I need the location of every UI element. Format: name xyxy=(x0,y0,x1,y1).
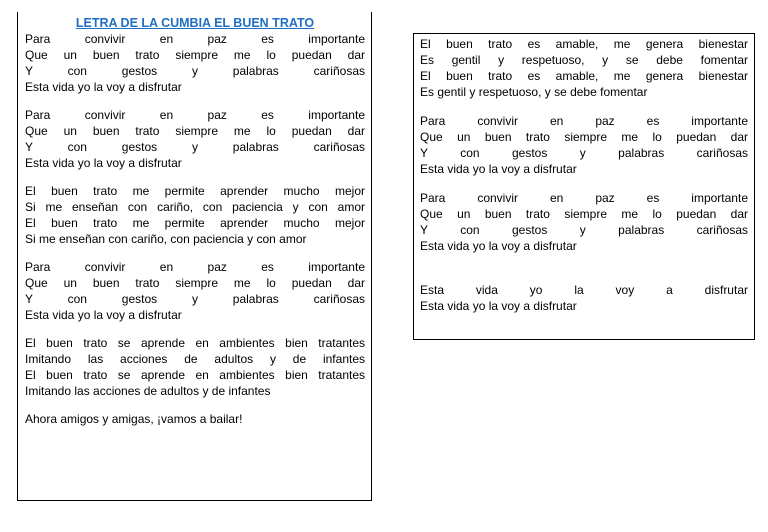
lyric-line: Imitando las acciones de adultos y de infantes xyxy=(25,352,365,366)
lyric-line: Que un buen trato siempre me lo puedan dar xyxy=(25,124,365,138)
lyric-line: Esta vida yo la voy a disfrutar xyxy=(25,308,182,322)
lyric-line: El buen trato me permite aprender mucho mejor xyxy=(25,184,365,198)
lyric-line: El buen trato se aprende en ambientes bien tratantes xyxy=(25,336,365,350)
lyric-line: Que un buen trato siempre me lo puedan dar xyxy=(25,276,365,290)
lyric-line: Ahora amigos y amigas, ¡vamos a bailar! xyxy=(25,412,243,426)
lyric-line: Para convivir en paz es importante xyxy=(420,114,748,128)
lyric-line: El buen trato es amable, me genera bienestar xyxy=(420,69,748,83)
lyric-line: Y con gestos y palabras cariñosas xyxy=(420,223,748,237)
lyric-line: Es gentil y respetuoso, y se debe fomentar xyxy=(420,85,648,99)
lyric-line: Si me enseñan con cariño, con paciencia y con amor xyxy=(25,200,365,214)
lyrics-title: LETRA DE LA CUMBIA EL BUEN TRATO xyxy=(75,16,315,30)
lyric-line: El buen trato me permite aprender mucho mejor xyxy=(25,216,365,230)
lyric-line: Imitando las acciones de adultos y de infantes xyxy=(25,384,271,398)
lyric-line: Que un buen trato siempre me lo puedan dar xyxy=(420,130,748,144)
stanza xyxy=(25,183,365,247)
right-stanza-list xyxy=(420,36,748,314)
stanza xyxy=(420,113,748,177)
lyric-line: Esta vida yo la voy a disfrutar xyxy=(420,299,577,313)
stanza xyxy=(25,335,365,399)
lyric-line: Esta vida yo la voy a disfrutar xyxy=(420,239,577,253)
lyric-line: Si me enseñan con cariño, con paciencia y con amor xyxy=(25,232,307,246)
lyric-line: Y con gestos y palabras cariñosas xyxy=(420,146,748,160)
lyric-line: Y con gestos y palabras cariñosas xyxy=(25,140,365,154)
lyric-line: El buen trato se aprende en ambientes bien tratantes xyxy=(25,368,365,382)
lyric-line: Para convivir en paz es importante xyxy=(25,260,365,274)
left-stanza-list xyxy=(25,31,365,427)
lyric-line: Esta vida yo la voy a disfrutar xyxy=(25,156,182,170)
lyric-line: Y con gestos y palabras cariñosas xyxy=(25,64,365,78)
lyric-line: Para convivir en paz es importante xyxy=(420,191,748,205)
lyric-line: Que un buen trato siempre me lo puedan dar xyxy=(25,48,365,62)
lyric-line: Y con gestos y palabras cariñosas xyxy=(25,292,365,306)
stanza xyxy=(25,31,365,95)
stanza xyxy=(25,259,365,323)
lyric-line: Para convivir en paz es importante xyxy=(25,108,365,122)
stanza xyxy=(420,282,748,314)
stanza xyxy=(420,190,748,254)
lyric-line: Para convivir en paz es importante xyxy=(25,32,365,46)
lyric-line: Esta vida yo la voy a disfrutar xyxy=(25,80,182,94)
lyric-line: Que un buen trato siempre me lo puedan dar xyxy=(420,207,748,221)
lyric-line: Es gentil y respetuoso, y se debe fomentar xyxy=(420,53,748,67)
stanza xyxy=(25,107,365,171)
stanza xyxy=(25,411,365,427)
stanza xyxy=(420,36,748,100)
lyric-line: El buen trato es amable, me genera bienestar xyxy=(420,37,748,51)
lyric-line: Esta vida yo la voy a disfrutar xyxy=(420,162,577,176)
right-lyrics-panel xyxy=(413,33,755,340)
left-lyrics-panel xyxy=(17,12,372,501)
lyric-line: Esta vida yo la voy a disfrutar xyxy=(420,283,748,297)
